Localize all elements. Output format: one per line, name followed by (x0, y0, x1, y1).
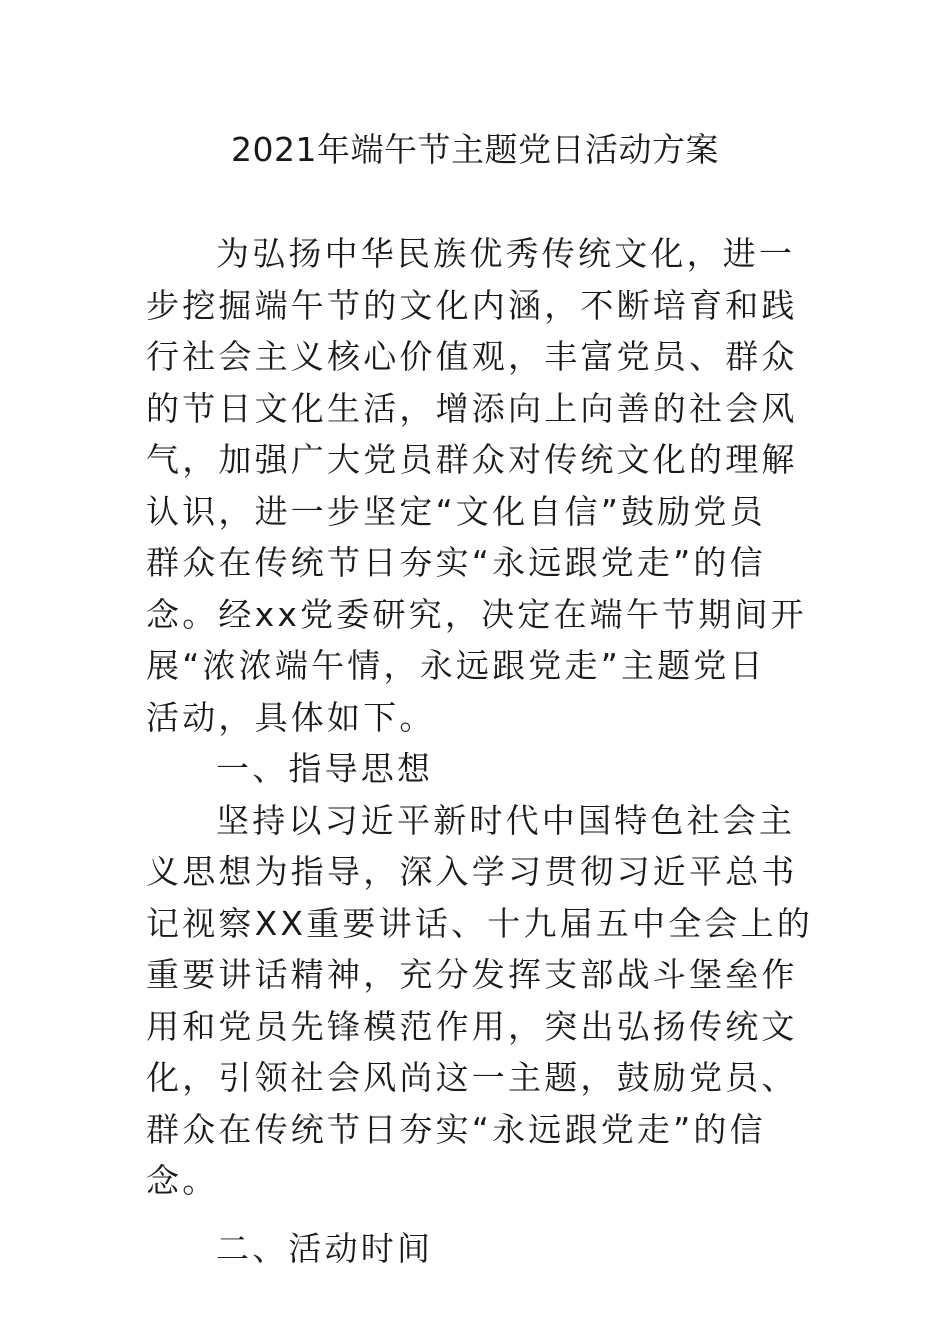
document-title: 2021年端午节主题党日活动方案 (231, 130, 719, 169)
intro-line: 活动，具体如下。 (146, 697, 436, 737)
section-heading-activity-time: 二、活动时间 (216, 1228, 434, 1268)
intro-line: 的节日文化生活，增添向上向善的社会风 (146, 388, 798, 428)
section-heading-guiding-ideology: 一、指导思想 (216, 749, 434, 788)
section1-line: 用和党员先锋模范作用，突出弘扬传统文 (146, 1006, 798, 1046)
section1-line: 义思想为指导，深入学习贯彻习近平总书 (146, 852, 798, 891)
intro-line: 展“浓浓端午情，永远跟党走”主题党日 (146, 646, 766, 685)
section1-line: 群众在传统节日夯实“永远跟党走”的信 (146, 1109, 766, 1149)
section1-line: 坚持以习近平新时代中国特色社会主 (216, 800, 796, 840)
section1-line: 重要讲话精神，充分发挥支部战斗堡垒作 (146, 955, 798, 994)
intro-line: 气，加强广大党员群众对传统文化的理解 (146, 440, 798, 479)
document-body (146, 228, 814, 1274)
section1-line: 化，引领社会风尚这一主题，鼓励党员、 (146, 1058, 798, 1097)
intro-line: 认识，进一步坚定“文化自信”鼓励党员 (146, 491, 766, 531)
intro-line: 为弘扬中华民族优秀传统文化，进一 (216, 234, 796, 273)
intro-line: 步挖掘端午节的文化内涵，不断培育和践 (146, 285, 798, 325)
paragraph-spacer (146, 1207, 808, 1223)
section1-line: 记视察XX重要讲话、十九届五中全会上的 (146, 903, 814, 943)
section1-line: 念。 (146, 1161, 219, 1200)
intro-line: 念。经xx党委研究，决定在端午节期间开 (146, 594, 807, 634)
intro-line: 行社会主义核心价值观，丰富党员、群众 (146, 337, 798, 376)
intro-line: 群众在传统节日夯实“永远跟党走”的信 (146, 543, 766, 582)
